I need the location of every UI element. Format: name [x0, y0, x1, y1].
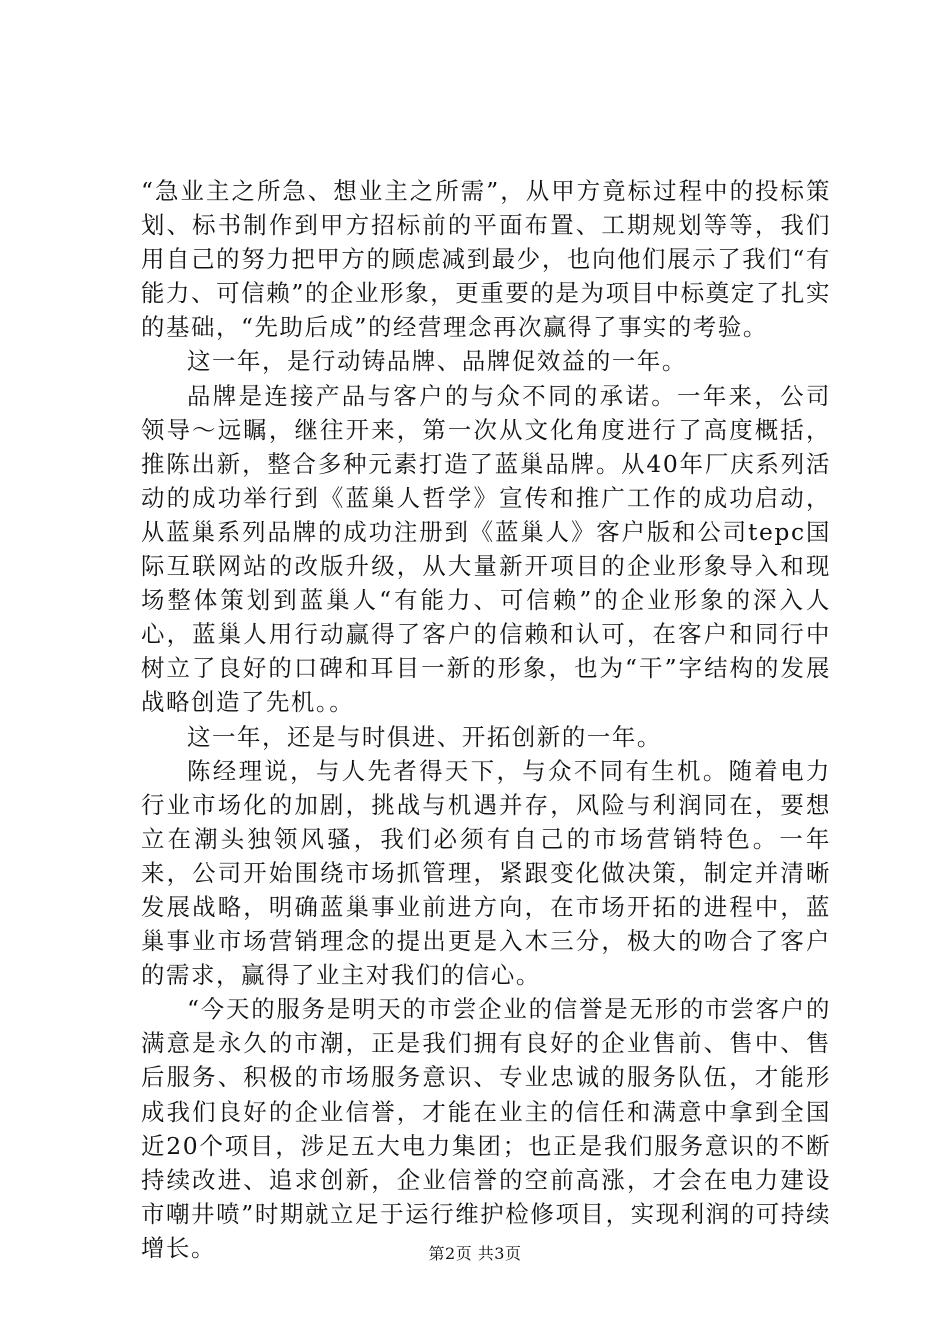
- paragraph-service: “今天的服务是明天的市尝企业的信誉是无形的市尝客户的满意是永久的市潮，正是我们拥有良好的企业售前、售中、售后服务、积极的市场服务意识、专业忠诚的服务队伍，才能形成我们良好的企业信誉，才能在业主的信任和满意中拿到全国近20个项目，涉足五大电力集团；也正是我们服务意识的不断持续改进、追求创新，企业信誉的空前高涨，才会在电力建设市嘲井喷”时期就立足于运行维护检修项目，实现利润的可持续增长。: [141, 995, 831, 1262]
- page-number-footer: 第2页 共3页: [428, 1244, 522, 1263]
- document-body: [141, 174, 831, 1265]
- paragraph-innovation-year-heading: 这一年，还是与时俱进、开拓创新的一年。: [187, 722, 662, 751]
- paragraph-brand: 品牌是连接产品与客户的与众不同的承诺。一年来，公司领导～远瞩，继往开来，第一次从文化角度进行了高度概括，推陈出新，整合多种元素打造了蓝巢品牌。从40年厂庆系列活动的成功举行到《蓝巢人哲学》宣传和推广工作的成功启动，从蓝巢系列品牌的成功注册到《蓝巢人》客户版和公司tepc国际互联网站的改版升级，从大量新开项目的企业形象导入和现场整体策划到蓝巢人“有能力、可信赖”的企业形象的深入人心，蓝巢人用行动赢得了客户的信赖和认可，在客户和同行中树立了良好的口碑和耳目一新的形象，也为“干”字结构的发展战略创造了先机。。: [141, 381, 831, 717]
- paragraph-brand-year-heading: 这一年，是行动铸品牌、品牌促效益的一年。: [187, 347, 687, 376]
- paragraph-continuation: “急业主之所急、想业主之所需”，从甲方竟标过程中的投标策划、标书制作到甲方招标前的平面布置、工期规划等等，我们用自己的努力把甲方的顾虑减到最少，也向他们展示了我们“有能力、可信赖”的企业形象，更重要的是为项目中标奠定了扎实的基础，“先助后成”的经营理念再次赢得了事实的考验。: [141, 177, 831, 342]
- paragraph-marketing: 陈经理说，与人先者得天下，与众不同有生机。随着电力行业市场化的加剧，挑战与机遇并存，风险与利润同在，要想立在潮头独领风骚，我们必须有自己的市场营销特色。一年来，公司开始围绕市场抓管理，紧跟变化做决策，制定并清晰发展战略，明确蓝巢事业前进方向，在市场开拓的进程中，蓝巢事业市场营销理念的提出更是入木三分，极大的吻合了客户的需求，赢得了业主对我们的信心。: [141, 756, 831, 990]
